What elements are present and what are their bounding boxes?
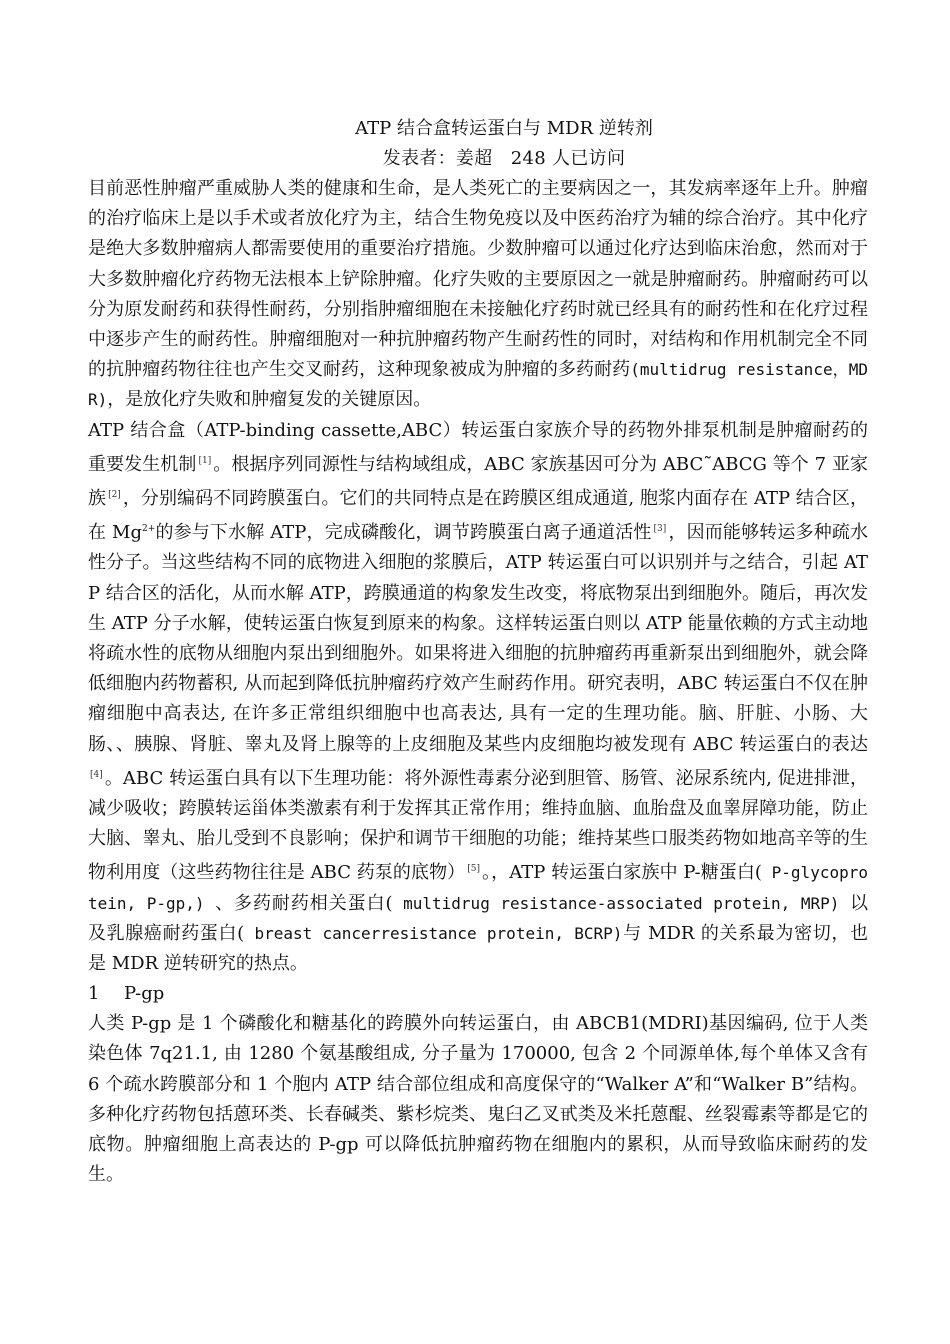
citation-ref-4[interactable]: [4] xyxy=(90,769,103,780)
abc-text-1: ATP 结合盒（ATP-binding cassette,ABC）转运蛋白家族介导的药物外排泵机制是肿瘤耐药的重要发生机制 xyxy=(88,419,868,475)
mrp-term: multidrug resistance-associated protein, MRP) xyxy=(392,893,850,913)
abc-text-5: ，因而能够转运多种疏水性分子。当这些结构不同的底物进入细胞的浆膜后，ATP 转运蛋白可以识别并与之结合，引起 ATP 结合区的活化，从而水解 ATP，跨膜通道的构象发生改变，将底物泵出到细胞外。随后，再次发生 ATP 分子水解，使转运蛋白恢复到原来的构象。这样转运蛋白则以 ATP 能量依赖的方式主动地将疏水性的底物从细胞内泵出到细胞外。如果将进入细胞的抗肿瘤药再重新泵出到细胞外，就会降低细胞内药物蓄积, 从而起到降低抗肿瘤药疗效产生耐药作用。研究表明，ABC 转运蛋白不仅在肿瘤细胞中高表达, 在许多正常组织细胞中也高表达, 具有一定的生理功能。脑、肝脏、小肠、大肠、、胰腺、肾脏、睾丸及肾上腺等的上皮细胞及某些内皮细胞均被发现有 ABC 转运蛋白的表达 xyxy=(88,522,869,755)
section-heading-pgp xyxy=(88,979,868,1009)
intro-text-end: ，是放化疗失败和肿瘤复发的关键原因。 xyxy=(107,389,432,411)
abc-text-7: 。，ATP 转运蛋白家族中 P-糖蛋白( xyxy=(481,862,762,884)
pgp-paragraph: 人类 P-gp 是 1 个磷酸化和糖基化的跨膜外向转运蛋白，由 ABCB1(MDRI)基因编码, 位于人类染色体 7q21.1, 由 1280 个氨基酸组成, 分子量为 170000, 包含 2 个同源单体,每个单体又含有 6 个疏水跨膜部分和 1 个胞内 ATP 结合部位组成和高度保守的“Walker A”和“Walker B”结构。多种化疗药物包括蒽环类、长春碱类、紫杉烷类、鬼臼乙叉甙类及米托蒽醌、丝裂霉素等都是它的底物。肿瘤细胞上高表达的 P-gp 可以降低抗肿瘤药物在细胞内的累积，从而导致临床耐药的发生。 xyxy=(88,1013,868,1186)
abc-text-9: 以及乳腺癌耐药蛋白( xyxy=(88,892,868,944)
intro-mdr-term: (multidrug resistance，MDR) xyxy=(88,360,868,410)
pgp-term: P-glycoprotein, P-gp,) xyxy=(88,863,868,913)
bcrp-term: breast cancerresistance protein, BCRP) xyxy=(244,923,623,943)
section-number: 1 xyxy=(88,983,100,1005)
citation-ref-5[interactable]: [5] xyxy=(467,864,480,875)
intro-text: 目前恶性肿瘤严重威胁人类的健康和生命，是人类死亡的主要病因之一，其发病率逐年上升。肿瘤的治疗临床上是以手术或者放化疗为主，结合生物免疫以及中医药治疗为辅的综合治疗。其中化疗是绝大多数肿瘤病人都需要使用的重要治疗措施。少数肿瘤可以通过化疗达到临床治愈，然而对于大多数肿瘤化疗药物无法根本上铲除肿瘤。化疗失败的主要原因之一就是肿瘤耐药。肿瘤耐药可以分为原发耐药和获得性耐药，分别指肿瘤细胞在未接触化疗药时就已经具有的耐药性和在化疗过程中逐步产生的耐药性。肿瘤细胞对一种抗肿瘤药物产生耐药性的同时，对结构和作用机制完全不同的抗肿瘤药物往往也产生交叉耐药，这种现象被成为肿瘤的多药耐药 xyxy=(88,178,868,381)
section-label: P-gp xyxy=(124,983,165,1005)
document-page xyxy=(88,114,868,1191)
document-title: ATP 结合盒转运蛋白与 MDR 逆转剂 xyxy=(355,118,653,139)
citation-ref-2[interactable]: [2] xyxy=(108,490,121,501)
author-byline: 发表者：姜超 248 人已访问 xyxy=(382,148,626,169)
abc-text-8: 、多药耐药相关蛋白( xyxy=(215,892,393,914)
mg-superscript: 2+ xyxy=(142,524,156,535)
intro-paragraph xyxy=(88,174,868,416)
abc-text-6: 。ABC 转运蛋白具有以下生理功能：将外源性毒素分泌到胆管、肠管、泌尿系统内, 促进排泄，减少吸收；跨膜转运甾体类激素有利于发挥其正常作用；维持血脑、血胎盘及血睾屏障功能，防止大脑、睾丸、胎儿受到不良影响；保护和调节干细胞的功能；维持某些口服类药物如地高辛等的生物利用度（这些药物往往是 ABC 药泵的底物） xyxy=(88,767,868,884)
abc-text-10: 与 MDR 的关系最为密切，也是 MDR 逆转研究的热点。 xyxy=(88,922,868,975)
abc-paragraph xyxy=(88,416,868,980)
citation-ref-1[interactable]: [1] xyxy=(198,455,212,466)
abc-text-3: ，分别编码不同跨膜蛋白。它们的共同特点是在跨膜区组成通道, 胞浆内面存在 ATP 结合区，在 Mg xyxy=(88,488,869,544)
citation-ref-3[interactable]: [3] xyxy=(653,524,667,535)
abc-text-2: 。根据序列同源性与结构域组成，ABC 家族基因可分为 ABC˜ABCG 等个 7 亚家族 xyxy=(88,453,869,510)
abc-text-4: 的参与下水解 ATP，完成磷酸化，调节跨膜蛋白离子通道活性 xyxy=(155,522,652,544)
